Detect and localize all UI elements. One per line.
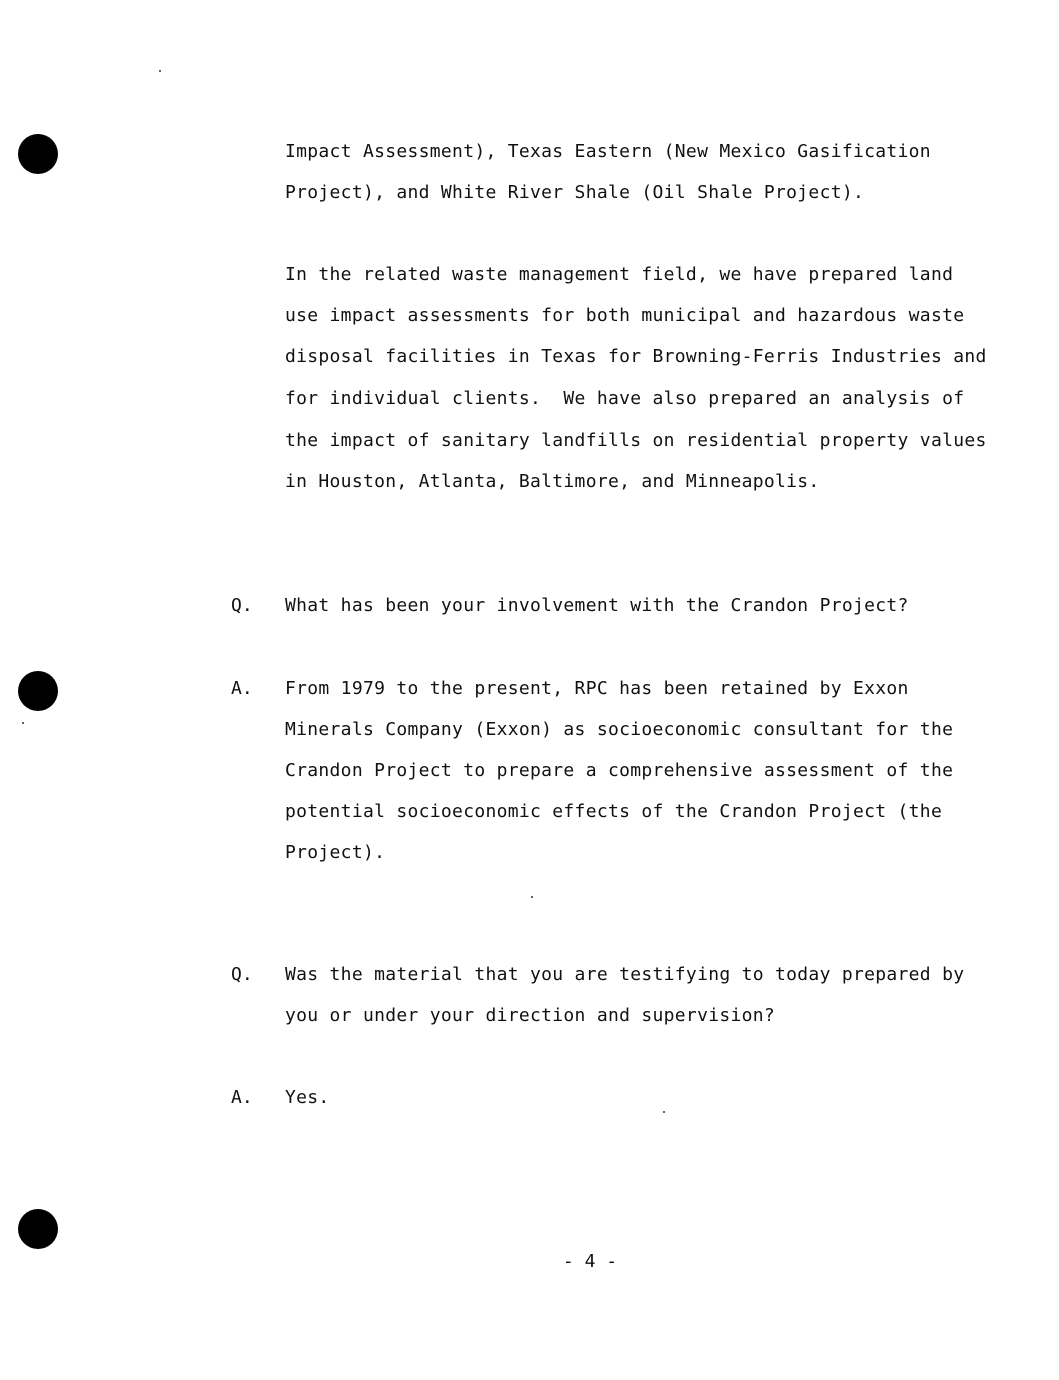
scan-speck bbox=[22, 722, 24, 724]
text-line: Impact Assessment), Texas Eastern (New Mexico Gasification bbox=[285, 141, 931, 162]
text-line: in Houston, Atlanta, Baltimore, and Minneapolis. bbox=[285, 471, 820, 492]
text-line: Project), and White River Shale (Oil Shale Project). bbox=[285, 182, 865, 203]
qa-label: A. bbox=[231, 1087, 253, 1108]
text-line: Was the material that you are testifying to today prepared by bbox=[285, 964, 965, 985]
punch-hole-top bbox=[18, 134, 58, 174]
text-line: In the related waste management field, we have prepared land bbox=[285, 264, 954, 285]
punch-hole-middle bbox=[18, 671, 58, 711]
qa-label: Q. bbox=[231, 595, 253, 616]
text-line: Crandon Project to prepare a comprehensive assessment of the bbox=[285, 760, 954, 781]
text-line: Yes. bbox=[285, 1087, 330, 1108]
scan-speck bbox=[663, 1111, 665, 1113]
qa-label: Q. bbox=[231, 964, 253, 985]
text-line: the impact of sanitary landfills on residential property values bbox=[285, 430, 987, 451]
text-line: Minerals Company (Exxon) as socioeconomic consultant for the bbox=[285, 719, 954, 740]
text-line: use impact assessments for both municipal and hazardous waste bbox=[285, 305, 965, 326]
page-number: - 4 - bbox=[562, 1251, 618, 1272]
text-line: for individual clients. We have also prepared an analysis of bbox=[285, 388, 965, 409]
scan-speck bbox=[159, 70, 161, 72]
text-line: you or under your direction and supervision? bbox=[285, 1005, 776, 1026]
text-line: From 1979 to the present, RPC has been retained by Exxon bbox=[285, 678, 909, 699]
text-line: disposal facilities in Texas for Browning-Ferris Industries and bbox=[285, 346, 987, 367]
text-line: Project). bbox=[285, 842, 386, 863]
scan-speck bbox=[531, 896, 533, 898]
text-line: potential socioeconomic effects of the Crandon Project (the bbox=[285, 801, 943, 822]
punch-hole-bottom bbox=[18, 1209, 58, 1249]
qa-label: A. bbox=[231, 678, 253, 699]
text-line: What has been your involvement with the Crandon Project? bbox=[285, 595, 909, 616]
